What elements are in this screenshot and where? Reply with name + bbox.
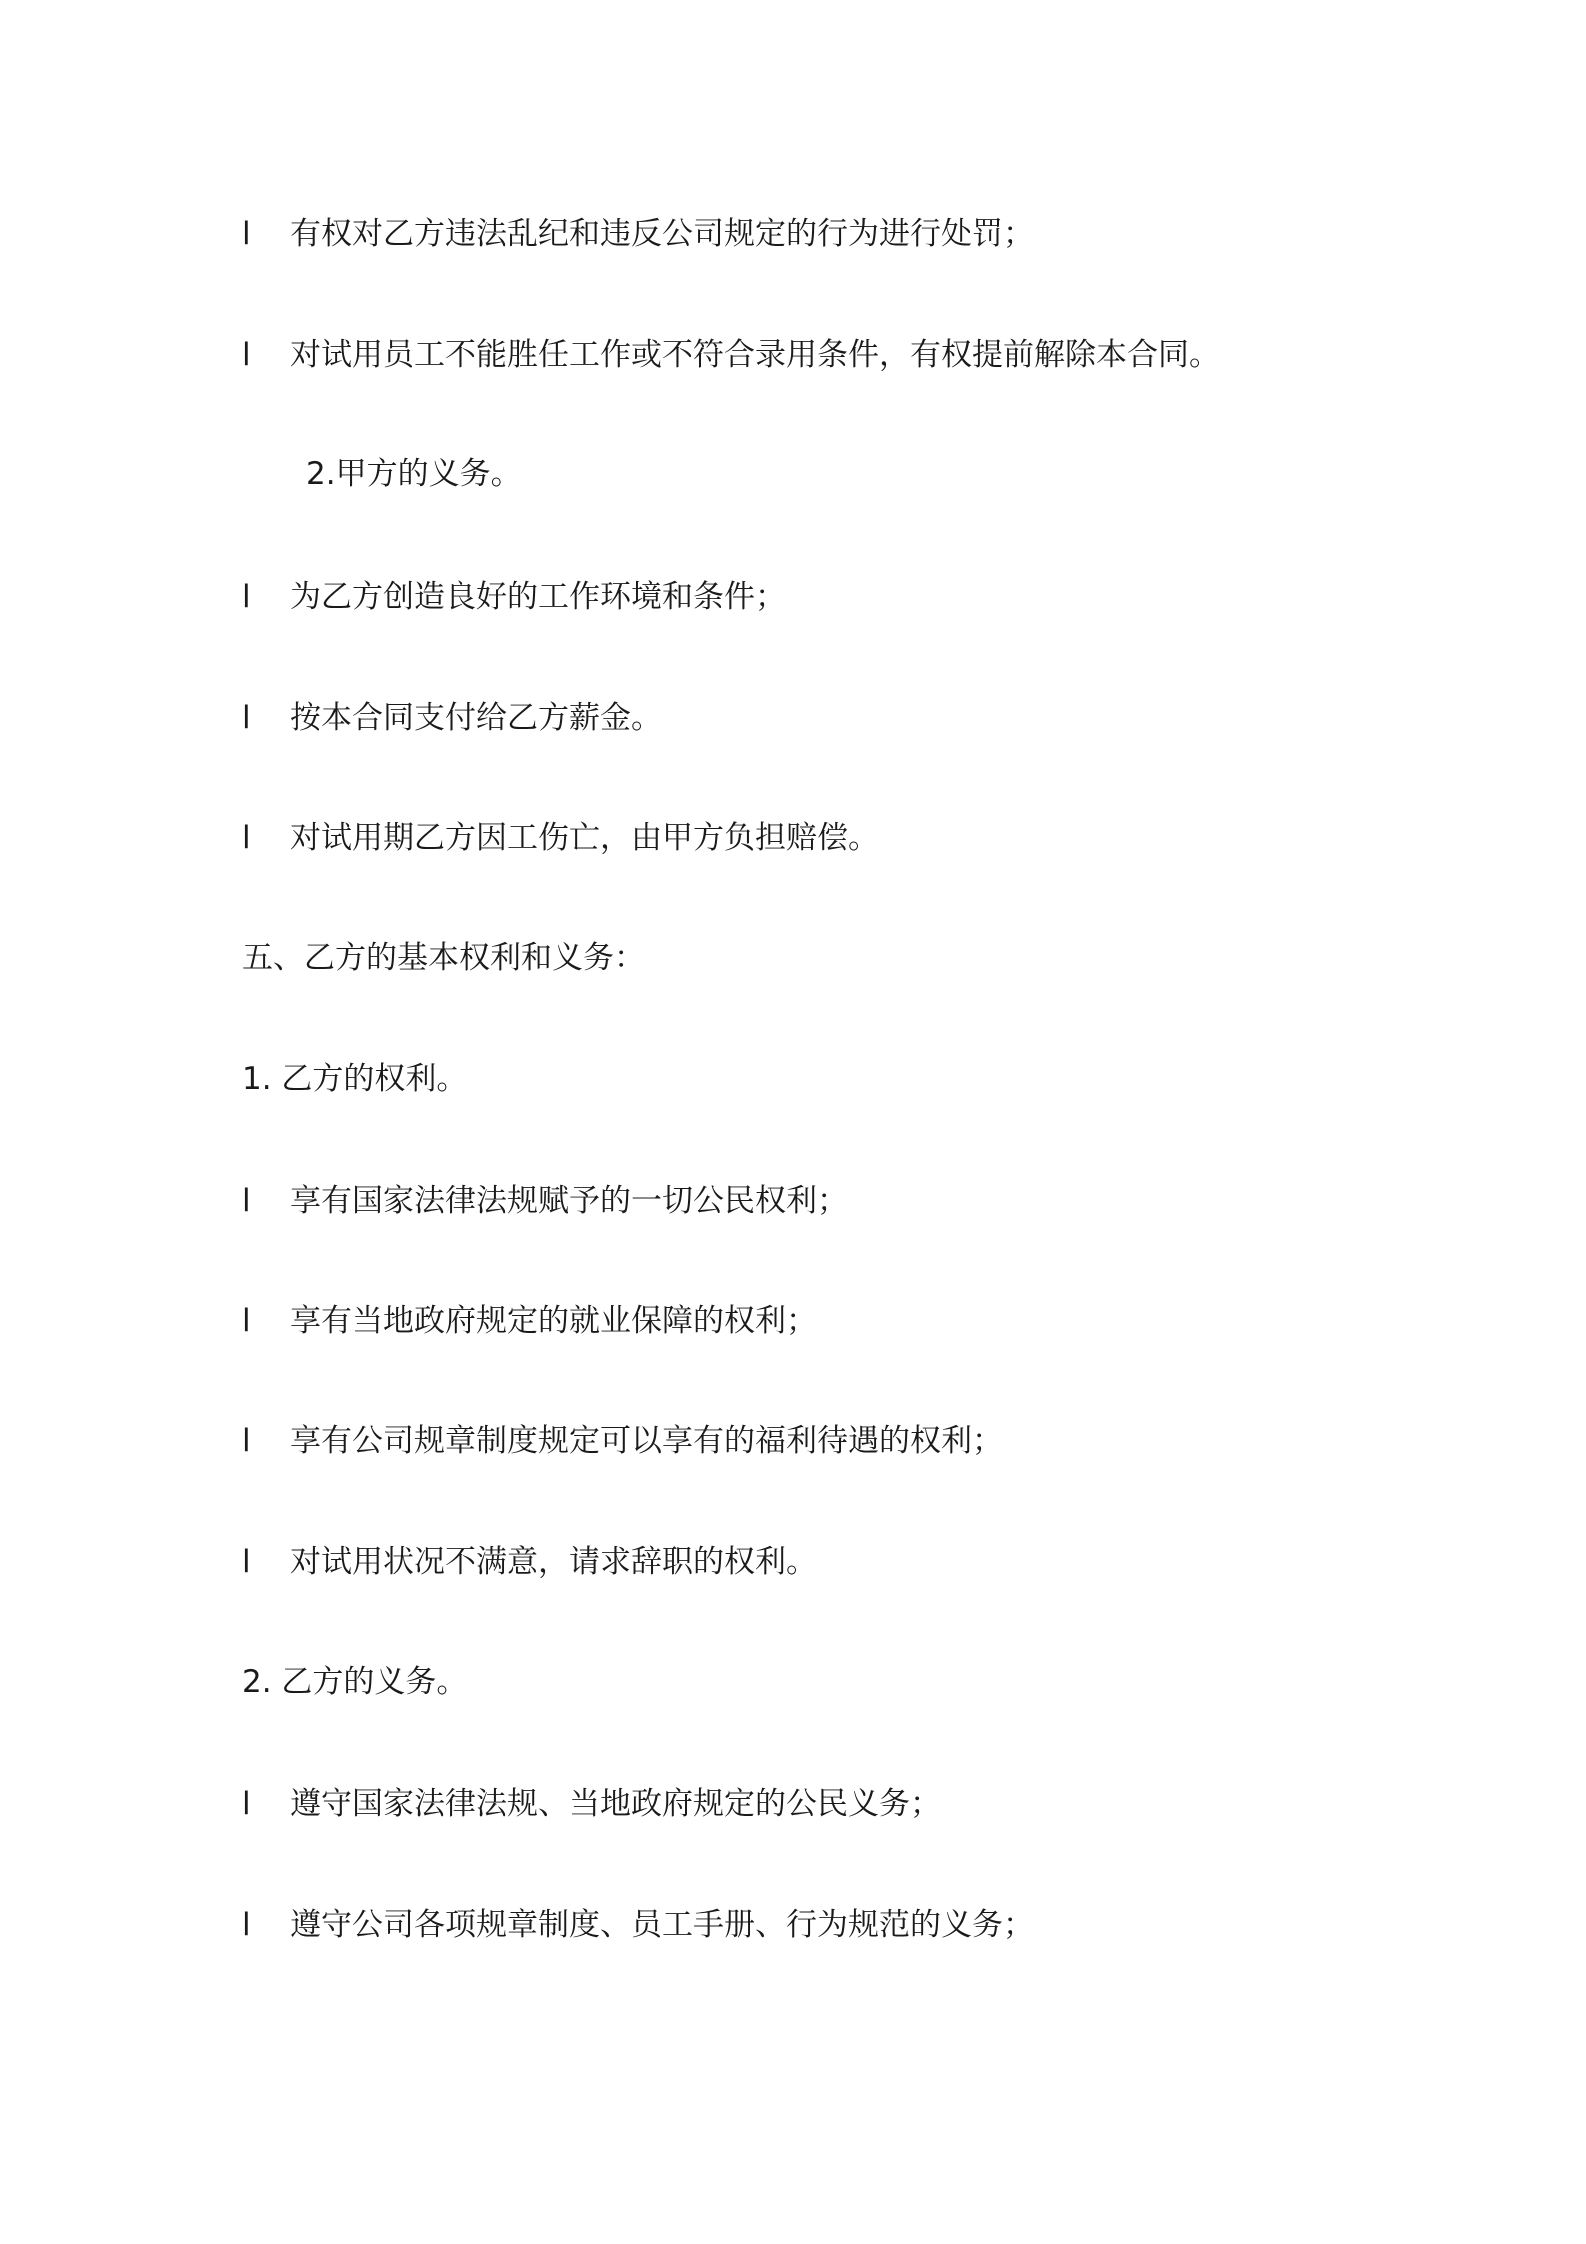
list-item-text: 有权对乙方违法乱纪和违反公司规定的行为进行处罚； bbox=[290, 216, 1034, 252]
bullet-marker: l bbox=[242, 1183, 251, 1219]
bullet-marker: l bbox=[242, 337, 251, 373]
bullet-marker: l bbox=[242, 1544, 251, 1580]
list-item-text: 享有当地政府规定的就业保障的权利； bbox=[290, 1303, 817, 1339]
list-item-text: 为乙方创造良好的工作环境和条件； bbox=[290, 579, 786, 615]
list-item-text: 遵守国家法律法规、当地政府规定的公民义务； bbox=[290, 1786, 941, 1822]
bullet-marker: l bbox=[242, 216, 251, 252]
list-item-text: 遵守公司各项规章制度、员工手册、行为规范的义务； bbox=[290, 1907, 1034, 1943]
bullet-marker: l bbox=[242, 1907, 251, 1943]
heading-text: 2.甲方的义务。 bbox=[306, 456, 522, 492]
bullet-marker: l bbox=[242, 1786, 251, 1822]
heading-text: 2. 乙方的义务。 bbox=[242, 1664, 468, 1700]
heading-text: 1. 乙方的权利。 bbox=[242, 1061, 468, 1097]
bullet-marker: l bbox=[242, 579, 251, 615]
bullet-marker: l bbox=[242, 1303, 251, 1339]
list-item-text: 享有公司规章制度规定可以享有的福利待遇的权利； bbox=[290, 1423, 1003, 1459]
bullet-marker: l bbox=[242, 1423, 251, 1459]
list-item-text: 按本合同支付给乙方薪金。 bbox=[290, 700, 662, 736]
heading-text: 五、乙方的基本权利和义务： bbox=[242, 940, 645, 976]
list-item-text: 对试用状况不满意，请求辞职的权利。 bbox=[290, 1544, 817, 1580]
bullet-marker: l bbox=[242, 820, 251, 856]
list-item-text: 对试用期乙方因工伤亡，由甲方负担赔偿。 bbox=[290, 820, 879, 856]
list-item-text: 享有国家法律法规赋予的一切公民权利； bbox=[290, 1183, 848, 1219]
bullet-marker: l bbox=[242, 700, 251, 736]
list-item-text: 对试用员工不能胜任工作或不符合录用条件，有权提前解除本合同。 bbox=[290, 337, 1220, 373]
